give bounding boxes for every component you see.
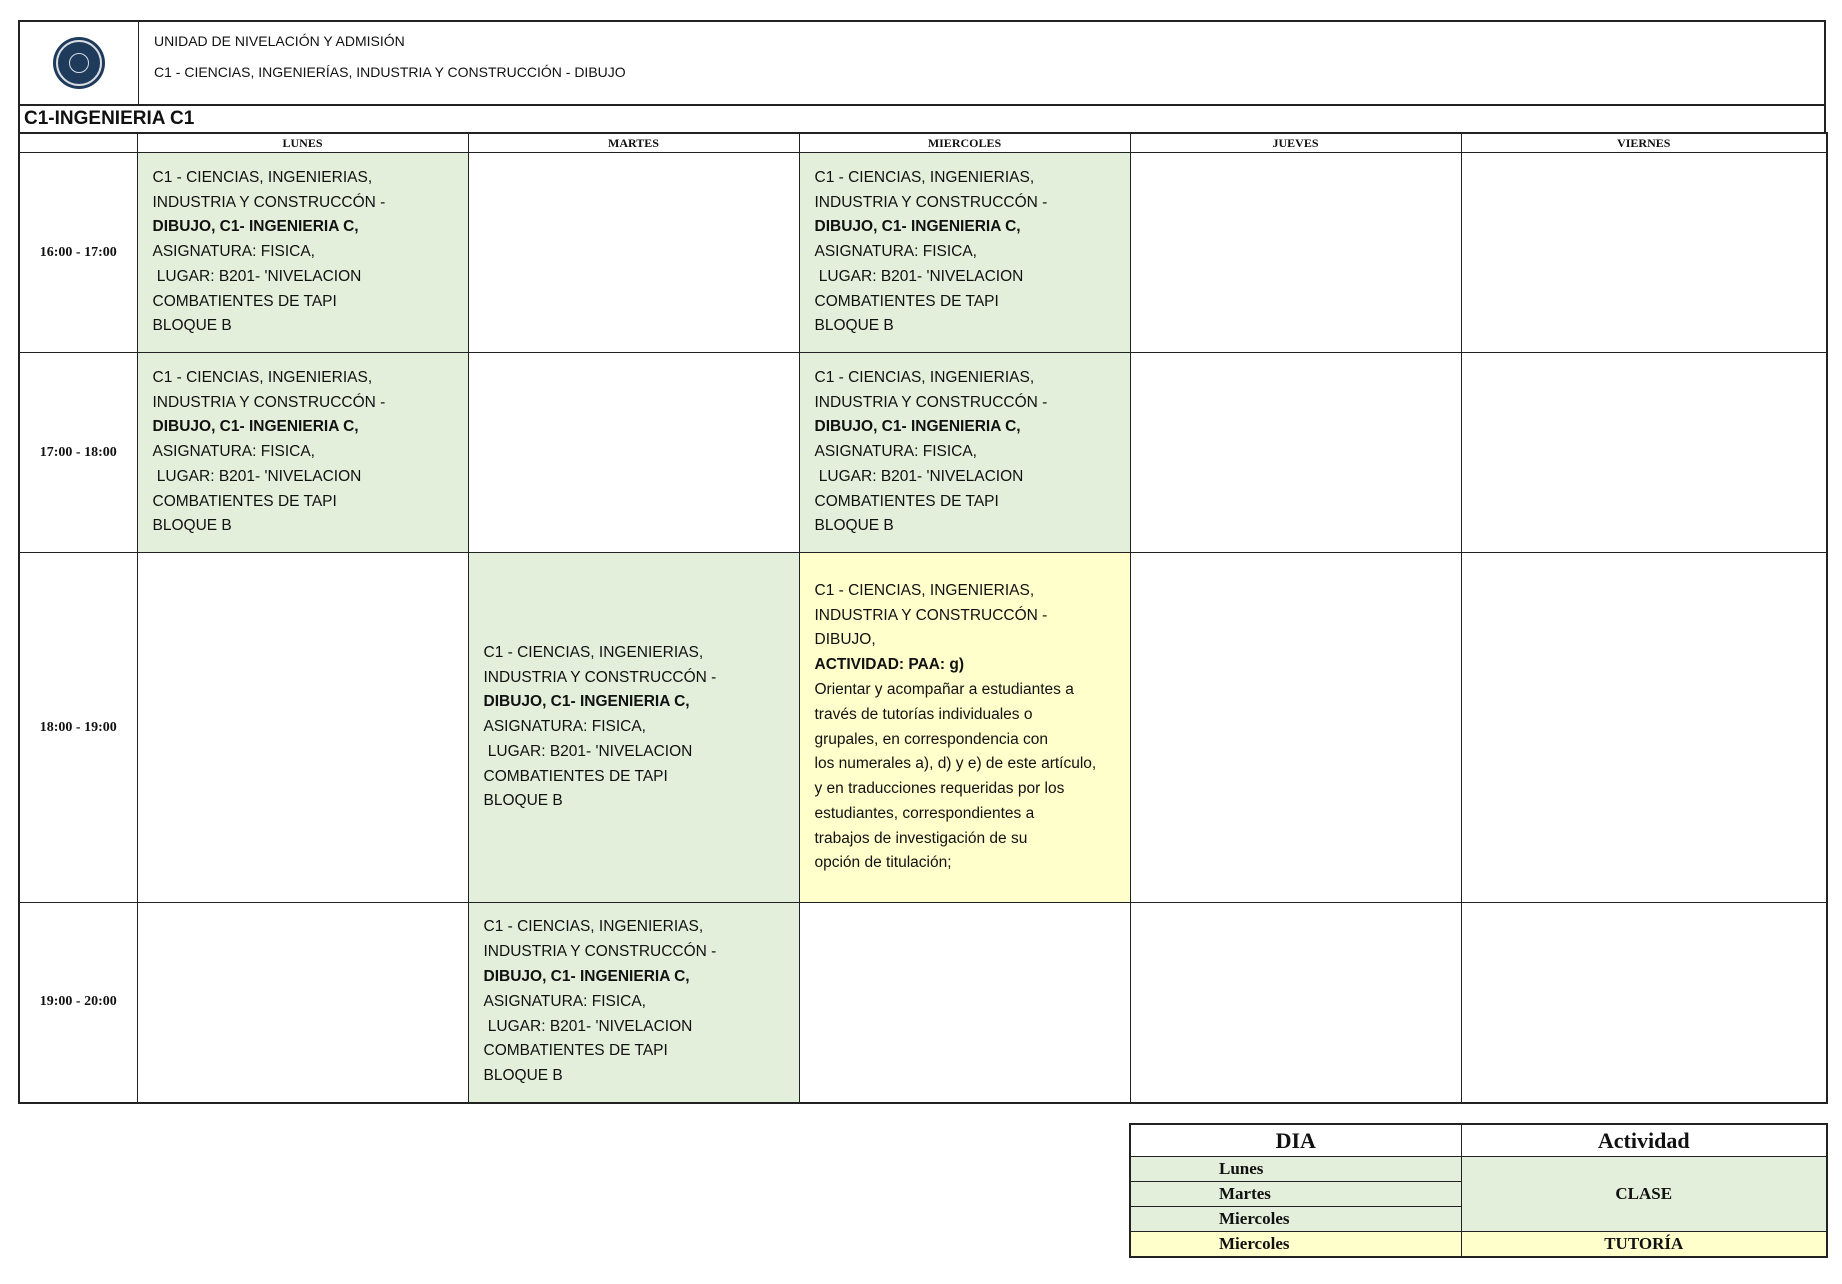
class-line: C1 - CIENCIAS, INGENIERIAS,: [483, 918, 704, 936]
legend-table: [1129, 1123, 1828, 1258]
tutoria-line: ACTIVIDAD: PAA: g): [814, 656, 965, 674]
class-line: ASIGNATURA: FISICA,: [152, 443, 315, 461]
class-line: COMBATIENTES DE TAPI: [483, 1042, 668, 1060]
tutoria-line: grupales, en correspondencia con: [814, 730, 1049, 748]
tutoria-line: INDUSTRIA Y CONSTRUCCÓN -: [814, 606, 1048, 624]
class-line: DIBUJO, C1- INGENIERIA C,: [814, 218, 1021, 236]
logo-cell: [20, 22, 139, 104]
class-text: [138, 366, 468, 540]
class-line: COMBATIENTES DE TAPI: [152, 292, 337, 310]
class-line: BLOQUE B: [483, 792, 563, 810]
time-slot: 19:00 - 20:00: [19, 903, 137, 1103]
group-title: C1-INGENIERIA C1: [18, 106, 1826, 132]
class-line: BLOQUE B: [483, 1067, 563, 1085]
empty-cell: [1130, 553, 1461, 903]
class-line: C1 - CIENCIAS, INGENIERIAS,: [814, 168, 1035, 186]
empty-cell: [1461, 553, 1827, 903]
class-text: [469, 641, 799, 815]
empty-cell: [1130, 903, 1461, 1103]
class-line: COMBATIENTES DE TAPI: [814, 292, 999, 310]
empty-cell: [1461, 353, 1827, 553]
tutoria-line: opción de titulación;: [814, 854, 952, 872]
class-line: ASIGNATURA: FISICA,: [814, 243, 977, 261]
legend-row: [1130, 1232, 1827, 1258]
empty-cell: [137, 553, 468, 903]
class-line: C1 - CIENCIAS, INGENIERIAS,: [814, 368, 1035, 386]
class-line: BLOQUE B: [814, 317, 894, 335]
tutoria-line: C1 - CIENCIAS, INGENIERIAS,: [814, 581, 1035, 599]
class-line: ASIGNATURA: FISICA,: [483, 992, 646, 1010]
class-line: LUGAR: B201- 'NIVELACION: [483, 1017, 693, 1035]
legend-activity-clase: CLASE: [1461, 1157, 1827, 1232]
institution-logo: [53, 37, 105, 89]
class-text: [800, 166, 1130, 340]
legend-col-dia: DIA: [1130, 1124, 1461, 1157]
time-slot: 16:00 - 17:00: [19, 153, 137, 353]
day-header-miercoles: MIERCOLES: [799, 133, 1130, 153]
class-line: LUGAR: B201- 'NIVELACION: [152, 467, 362, 485]
class-line: BLOQUE B: [152, 517, 232, 535]
class-line: INDUSTRIA Y CONSTRUCCÓN -: [814, 393, 1048, 411]
empty-cell: [799, 903, 1130, 1103]
class-text: [138, 166, 468, 340]
tutoria-line: DIBUJO,: [814, 631, 876, 649]
tutoria-line: los numerales a), d) y e) de este artículo,: [814, 755, 1097, 773]
schedule-row-1800: [19, 553, 1827, 903]
logo-core: [69, 53, 89, 73]
empty-cell: [137, 903, 468, 1103]
legend-day: Miercoles: [1130, 1232, 1461, 1258]
class-cell-lunes: [137, 153, 468, 353]
legend-row: [1130, 1157, 1827, 1182]
class-cell-martes: [468, 553, 799, 903]
schedule-row-1600: [19, 153, 1827, 353]
class-text: [469, 915, 799, 1089]
class-cell-miercoles: [799, 353, 1130, 553]
class-line: C1 - CIENCIAS, INGENIERIAS,: [483, 643, 704, 661]
class-line: COMBATIENTES DE TAPI: [152, 492, 337, 510]
empty-cell: [1130, 353, 1461, 553]
class-cell-martes: [468, 903, 799, 1103]
class-line: C1 - CIENCIAS, INGENIERIAS,: [152, 368, 373, 386]
class-line: DIBUJO, C1- INGENIERIA C,: [152, 418, 359, 436]
class-line: C1 - CIENCIAS, INGENIERIAS,: [152, 168, 373, 186]
class-line: BLOQUE B: [814, 517, 894, 535]
class-cell-lunes: [137, 353, 468, 553]
program-title: C1 - CIENCIAS, INGENIERÍAS, INDUSTRIA Y CONSTRUCCIÓN - DIBUJO: [154, 64, 626, 80]
empty-cell: [468, 353, 799, 553]
tutoria-line: y en traducciones requeridas por los: [814, 780, 1065, 798]
day-header-jueves: JUEVES: [1130, 133, 1461, 153]
document-header: [18, 20, 1826, 106]
time-slot: 18:00 - 19:00: [19, 553, 137, 903]
schedule-row-1700: [19, 353, 1827, 553]
tutoria-line: trabajos de investigación de su: [814, 829, 1028, 847]
class-line: LUGAR: B201- 'NIVELACION: [814, 267, 1024, 285]
class-line: INDUSTRIA Y CONSTRUCCÓN -: [152, 193, 386, 211]
tutoria-text: [800, 579, 1130, 877]
legend-activity-tutoria: TUTORÍA: [1461, 1232, 1827, 1258]
empty-cell: [1461, 153, 1827, 353]
legend-day: Lunes: [1130, 1157, 1461, 1182]
class-line: DIBUJO, C1- INGENIERIA C,: [483, 693, 690, 711]
class-line: LUGAR: B201- 'NIVELACION: [152, 267, 362, 285]
day-header-viernes: VIERNES: [1461, 133, 1827, 153]
schedule-table: [18, 132, 1828, 1104]
header-text: [139, 22, 626, 104]
class-line: INDUSTRIA Y CONSTRUCCÓN -: [814, 193, 1048, 211]
legend-col-actividad: Actividad: [1461, 1124, 1827, 1157]
class-line: ASIGNATURA: FISICA,: [152, 243, 315, 261]
tutoria-line: través de tutorías individuales o: [814, 705, 1033, 723]
class-line: ASIGNATURA: FISICA,: [814, 443, 977, 461]
time-header: [19, 133, 137, 153]
day-header-row: [19, 133, 1827, 153]
class-line: DIBUJO, C1- INGENIERIA C,: [152, 218, 359, 236]
class-line: COMBATIENTES DE TAPI: [483, 767, 668, 785]
class-text: [800, 366, 1130, 540]
legend-day: Miercoles: [1130, 1207, 1461, 1232]
empty-cell: [1130, 153, 1461, 353]
class-line: BLOQUE B: [152, 317, 232, 335]
class-line: INDUSTRIA Y CONSTRUCCÓN -: [152, 393, 386, 411]
class-line: ASIGNATURA: FISICA,: [483, 718, 646, 736]
tutoria-line: estudiantes, correspondientes a: [814, 804, 1035, 822]
logo-ring: [56, 40, 102, 86]
class-line: COMBATIENTES DE TAPI: [814, 492, 999, 510]
unit-title: UNIDAD DE NIVELACIÓN Y ADMISIÓN: [154, 33, 405, 49]
class-cell-miercoles: [799, 153, 1130, 353]
empty-cell: [1461, 903, 1827, 1103]
day-header-lunes: LUNES: [137, 133, 468, 153]
class-line: INDUSTRIA Y CONSTRUCCÓN -: [483, 943, 717, 961]
day-header-martes: MARTES: [468, 133, 799, 153]
class-line: DIBUJO, C1- INGENIERIA C,: [814, 418, 1021, 436]
time-slot: 17:00 - 18:00: [19, 353, 137, 553]
legend-header-row: [1130, 1124, 1827, 1157]
tutoria-line: Orientar y acompañar a estudiantes a: [814, 680, 1074, 698]
class-line: INDUSTRIA Y CONSTRUCCÓN -: [483, 668, 717, 686]
class-line: LUGAR: B201- 'NIVELACION: [814, 467, 1024, 485]
class-line: LUGAR: B201- 'NIVELACION: [483, 742, 693, 760]
empty-cell: [468, 153, 799, 353]
schedule-row-1900: [19, 903, 1827, 1103]
tutoria-cell-miercoles: [799, 553, 1130, 903]
legend-day: Martes: [1130, 1182, 1461, 1207]
class-line: DIBUJO, C1- INGENIERIA C,: [483, 968, 690, 986]
